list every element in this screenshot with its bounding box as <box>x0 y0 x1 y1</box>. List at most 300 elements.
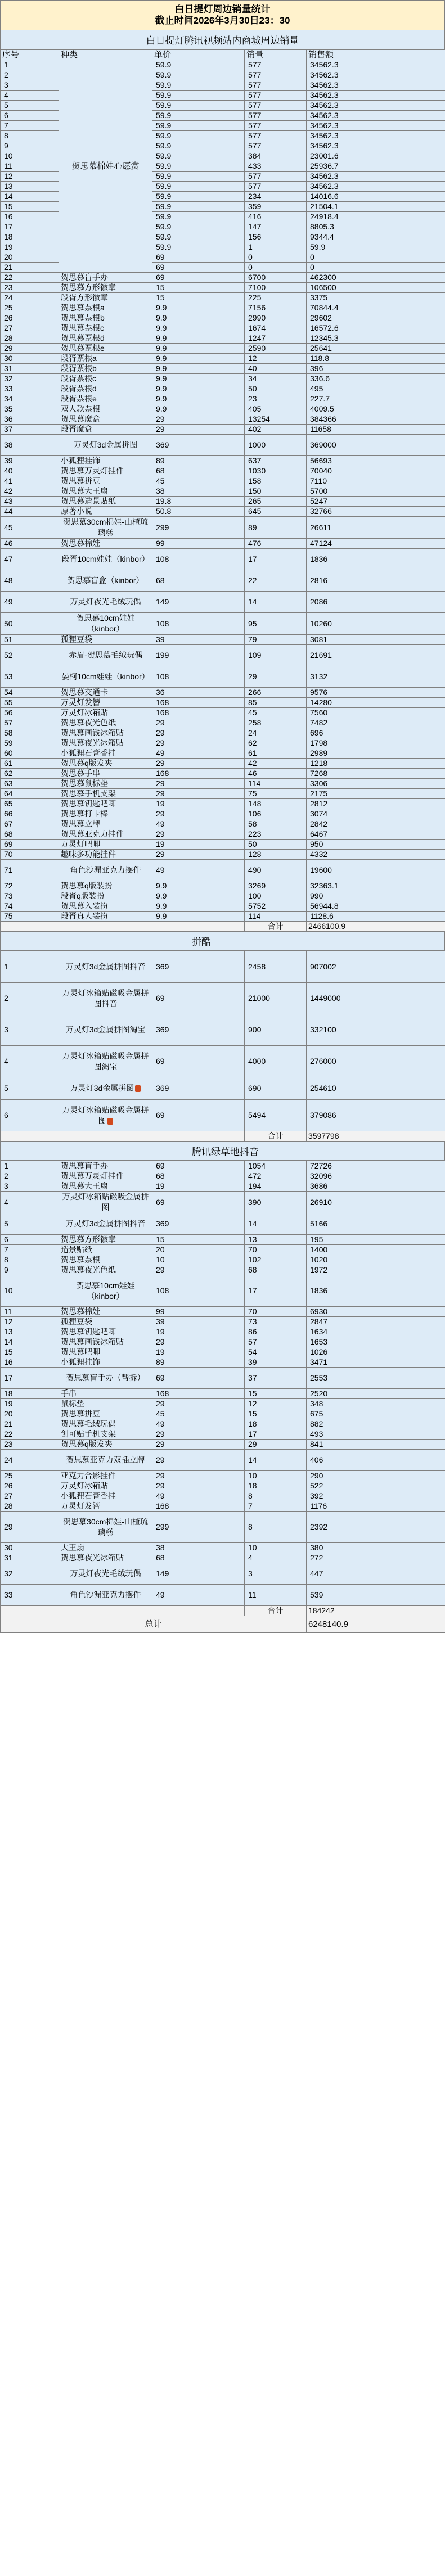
row-amount: 1634 <box>307 1327 445 1337</box>
row-item-name: 万灵灯3d金属拼图 <box>59 435 152 456</box>
row-index: 27 <box>1 1491 59 1501</box>
row-amount: 2392 <box>307 1512 445 1543</box>
row-item-name: 贺思慕钥匙吧唧 <box>59 799 152 809</box>
row-item-name: 狐狸豆袋 <box>59 635 152 645</box>
row-price: 29 <box>152 1265 245 1275</box>
row-amount: 9344.4 <box>307 232 445 242</box>
row-amount: 380 <box>307 1543 445 1553</box>
row-amount: 6930 <box>307 1307 445 1317</box>
grand-total-value: 6248140.9 <box>307 1616 445 1633</box>
row-price: 108 <box>152 549 245 570</box>
row-item-name: 狐狸豆袋 <box>59 1317 152 1327</box>
row-index: 31 <box>1 1553 59 1563</box>
row-index: 35 <box>1 404 59 414</box>
row-sales: 18 <box>245 1481 307 1491</box>
row-index: 3 <box>1 80 59 91</box>
row-price: 9.9 <box>152 404 245 414</box>
row-amount: 3074 <box>307 809 445 819</box>
row-sales: 577 <box>245 60 307 70</box>
row-price: 108 <box>152 613 245 635</box>
row-amount: 7482 <box>307 718 445 728</box>
row-item-name: 原著小说 <box>59 507 152 517</box>
row-item-name: 贺思慕棉娃 <box>59 1307 152 1317</box>
row-item-name: 贺思慕手串 <box>59 769 152 779</box>
row-sales: 50 <box>245 840 307 850</box>
row-item-name: 贺思慕q版装扮 <box>59 881 152 891</box>
row-index: 25 <box>1 303 59 313</box>
row-sales: 114 <box>245 912 307 922</box>
row-amount: 16572.6 <box>307 323 445 333</box>
row-index: 49 <box>1 592 59 613</box>
row-amount: 2816 <box>307 570 445 592</box>
row-item-name: 贺思慕票根e <box>59 344 152 354</box>
row-price: 149 <box>152 1563 245 1585</box>
row-item-name: 贺思慕10cm娃娃（kinbor） <box>59 613 152 635</box>
table-row <box>1 901 445 912</box>
table-row <box>1 384 445 394</box>
row-index: 72 <box>1 881 59 891</box>
table-row <box>1 476 445 486</box>
table-row <box>1 486 445 497</box>
row-index: 53 <box>1 666 59 688</box>
row-price: 39 <box>152 635 245 645</box>
table-row <box>1 1450 445 1471</box>
row-item-name: 贺思慕入装扮 <box>59 901 152 912</box>
section-3-table <box>0 1161 445 1633</box>
row-index: 28 <box>1 1501 59 1512</box>
row-amount: 118.8 <box>307 354 445 364</box>
row-sales: 10 <box>245 1471 307 1481</box>
row-price: 299 <box>152 1512 245 1543</box>
row-index: 6 <box>1 1235 59 1245</box>
table-row <box>1 1265 445 1275</box>
row-item-name: 贺思慕棉娃 <box>59 539 152 549</box>
table-row <box>1 688 445 698</box>
row-price: 369 <box>152 1077 245 1100</box>
row-sales: 73 <box>245 1317 307 1327</box>
row-sales: 5494 <box>245 1100 307 1131</box>
row-amount: 29602 <box>307 313 445 323</box>
row-sales: 577 <box>245 80 307 91</box>
row-amount: 384366 <box>307 414 445 425</box>
row-sales: 690 <box>245 1077 307 1100</box>
row-sales: 402 <box>245 425 307 435</box>
row-index: 3 <box>1 1181 59 1192</box>
row-amount: 34562.3 <box>307 131 445 141</box>
row-amount: 24918.4 <box>307 212 445 222</box>
row-price: 45 <box>152 476 245 486</box>
row-item-name: 小狐狸石膏香挂 <box>59 748 152 759</box>
row-sales: 150 <box>245 486 307 497</box>
table-row <box>1 645 445 666</box>
row-item-name: 贺思慕盲手办 <box>59 1161 152 1171</box>
row-amount: 21504.1 <box>307 202 445 212</box>
row-price: 29 <box>152 789 245 799</box>
row-price: 168 <box>152 769 245 779</box>
row-price: 19 <box>152 840 245 850</box>
row-index: 33 <box>1 384 59 394</box>
row-item-name: 贺思慕亚克力挂件 <box>59 829 152 840</box>
total-label: 合计 <box>245 922 307 932</box>
row-amount: 8805.3 <box>307 222 445 232</box>
row-amount: 6467 <box>307 829 445 840</box>
row-price: 29 <box>152 728 245 738</box>
row-index: 3 <box>1 1014 59 1046</box>
table-row <box>1 1347 445 1357</box>
row-index: 58 <box>1 728 59 738</box>
row-price: 19 <box>152 1181 245 1192</box>
row-item-name: 万灵灯夜光毛绒玩偶 <box>59 592 152 613</box>
row-item-name: 贺思慕夜光冰箱贴 <box>59 1553 152 1563</box>
row-sales: 577 <box>245 172 307 182</box>
section-2-table <box>0 951 445 1142</box>
row-price: 149 <box>152 592 245 613</box>
row-sales: 12 <box>245 1399 307 1409</box>
row-amount: 3306 <box>307 779 445 789</box>
row-price: 69 <box>152 983 245 1014</box>
row-index: 39 <box>1 456 59 466</box>
row-price: 49 <box>152 1419 245 1429</box>
section-1-table <box>0 49 445 932</box>
table-row <box>1 283 445 293</box>
row-price: 9.9 <box>152 364 245 374</box>
row-item-name: 小狐狸石膏香挂 <box>59 1491 152 1501</box>
row-sales: 14 <box>245 1450 307 1471</box>
table-row <box>1 364 445 374</box>
row-item-name: 小狐狸挂饰 <box>59 456 152 466</box>
row-sales: 577 <box>245 141 307 151</box>
row-amount: 34562.3 <box>307 101 445 111</box>
row-amount: 3471 <box>307 1357 445 1368</box>
row-index: 28 <box>1 333 59 344</box>
row-price: 369 <box>152 951 245 983</box>
row-price: 369 <box>152 1014 245 1046</box>
row-amount: 2553 <box>307 1368 445 1389</box>
table-row <box>1 1409 445 1419</box>
table-row <box>1 1327 445 1337</box>
row-index: 71 <box>1 860 59 881</box>
row-index: 19 <box>1 1399 59 1409</box>
row-amount: 34562.3 <box>307 91 445 101</box>
row-price: 199 <box>152 645 245 666</box>
row-index: 75 <box>1 912 59 922</box>
table-row <box>1 779 445 789</box>
row-price: 9.9 <box>152 354 245 364</box>
row-sales: 18 <box>245 1419 307 1429</box>
row-sales: 490 <box>245 860 307 881</box>
row-sales: 24 <box>245 728 307 738</box>
table-row <box>1 1077 445 1100</box>
row-amount: 19600 <box>307 860 445 881</box>
table-row <box>1 425 445 435</box>
row-price: 9.9 <box>152 313 245 323</box>
row-price: 168 <box>152 1389 245 1399</box>
row-item-name: 段胥10cm娃娃（kinbor） <box>59 549 152 570</box>
row-item-name: 贺思慕画钱冰箱贴 <box>59 728 152 738</box>
row-item-name: 万灵灯3d金属拼图抖音 <box>59 951 152 983</box>
row-sales: 4 <box>245 1553 307 1563</box>
row-item-name: 段胥票根b <box>59 364 152 374</box>
row-sales: 17 <box>245 1275 307 1307</box>
row-sales: 577 <box>245 182 307 192</box>
row-index: 27 <box>1 323 59 333</box>
row-sales: 577 <box>245 111 307 121</box>
row-price: 9.9 <box>152 323 245 333</box>
row-price: 29 <box>152 718 245 728</box>
table-row <box>1 829 445 840</box>
row-item-name: 贺思慕夜光冰箱贴 <box>59 738 152 748</box>
row-sales: 1030 <box>245 466 307 476</box>
row-sales: 7100 <box>245 283 307 293</box>
row-sales: 102 <box>245 1255 307 1265</box>
row-price: 69 <box>152 252 245 263</box>
table-row <box>1 698 445 708</box>
row-amount: 34562.3 <box>307 182 445 192</box>
row-price: 299 <box>152 517 245 539</box>
col-header-price: 单价 <box>152 50 245 60</box>
row-index: 44 <box>1 507 59 517</box>
row-price: 49 <box>152 819 245 829</box>
row-index: 19 <box>1 242 59 252</box>
row-price: 10 <box>152 1255 245 1265</box>
row-price: 29 <box>152 425 245 435</box>
row-price: 168 <box>152 698 245 708</box>
total-spacer <box>1 1131 245 1142</box>
row-index: 5 <box>1 1077 59 1100</box>
row-item-name: 贺思慕交通卡 <box>59 688 152 698</box>
row-sales: 2990 <box>245 313 307 323</box>
row-index: 17 <box>1 222 59 232</box>
row-price: 59.9 <box>152 111 245 121</box>
row-sales: 156 <box>245 232 307 242</box>
row-item-name: 造景贴纸 <box>59 1245 152 1255</box>
row-sales: 223 <box>245 829 307 840</box>
row-price: 19.8 <box>152 497 245 507</box>
total-value: 184242 <box>307 1606 445 1616</box>
table-row <box>1 1317 445 1327</box>
row-index: 29 <box>1 344 59 354</box>
row-index: 10 <box>1 151 59 161</box>
row-sales: 577 <box>245 101 307 111</box>
row-amount: 1026 <box>307 1347 445 1357</box>
row-sales: 58 <box>245 819 307 829</box>
row-item-name: 贺思慕盲手办 <box>59 273 152 283</box>
row-amount: 26611 <box>307 517 445 539</box>
row-item-name: 贺思慕手机支架 <box>59 789 152 799</box>
section-title-1: 白日提灯腾讯视频站内商城周边销量 <box>0 30 445 49</box>
table-row <box>1 60 445 70</box>
row-sales: 50 <box>245 384 307 394</box>
row-index: 32 <box>1 374 59 384</box>
row-item-name: 鼠标垫 <box>59 1399 152 1409</box>
row-item-name: 贺思慕打卡棒 <box>59 809 152 819</box>
table-row <box>1 912 445 922</box>
total-label: 合计 <box>245 1131 307 1142</box>
table-row <box>1 414 445 425</box>
table-row <box>1 1192 445 1213</box>
row-item-name: 段胥票根e <box>59 394 152 404</box>
table-row <box>1 1553 445 1563</box>
row-item-name: 段胥真人装扮 <box>59 912 152 922</box>
row-item-name: 段胥票根c <box>59 374 152 384</box>
row-item-name: 贺思慕票根d <box>59 333 152 344</box>
grand-total-label: 总计 <box>1 1616 307 1633</box>
row-price: 68 <box>152 466 245 476</box>
row-sales: 23 <box>245 394 307 404</box>
row-amount: 406 <box>307 1450 445 1471</box>
table-row <box>1 1275 445 1307</box>
row-amount: 2989 <box>307 748 445 759</box>
row-sales: 10 <box>245 1543 307 1553</box>
table-row <box>1 951 445 983</box>
row-amount: 379086 <box>307 1100 445 1131</box>
sheet-header <box>0 0 445 30</box>
row-sales: 405 <box>245 404 307 414</box>
table-row <box>1 1337 445 1347</box>
row-amount: 7560 <box>307 708 445 718</box>
row-item-name: 小狐狸挂饰 <box>59 1357 152 1368</box>
row-amount: 539 <box>307 1585 445 1606</box>
table-row <box>1 1501 445 1512</box>
row-sales: 148 <box>245 799 307 809</box>
row-item-name: 角色沙漏亚克力摆件 <box>59 1585 152 1606</box>
row-amount: 696 <box>307 728 445 738</box>
row-price: 59.9 <box>152 242 245 252</box>
row-index: 14 <box>1 192 59 202</box>
table-row <box>1 1255 445 1265</box>
row-price: 9.9 <box>152 344 245 354</box>
row-amount: 272 <box>307 1553 445 1563</box>
row-amount: 950 <box>307 840 445 850</box>
row-index: 37 <box>1 425 59 435</box>
row-index: 54 <box>1 688 59 698</box>
row-sales: 11 <box>245 1585 307 1606</box>
row-amount: 9576 <box>307 688 445 698</box>
row-price: 49 <box>152 1491 245 1501</box>
row-sales: 577 <box>245 121 307 131</box>
row-sales: 2590 <box>245 344 307 354</box>
total-row <box>1 922 445 932</box>
table-row <box>1 303 445 313</box>
row-amount: 2086 <box>307 592 445 613</box>
table-row <box>1 1014 445 1046</box>
row-price: 38 <box>152 486 245 497</box>
row-item-name: 亚克力合影挂件 <box>59 1471 152 1481</box>
row-sales: 3269 <box>245 881 307 891</box>
row-item-name: 贺思慕30cm棉娃-山楂琉璃糕 <box>59 517 152 539</box>
row-sales: 95 <box>245 613 307 635</box>
row-index: 43 <box>1 497 59 507</box>
row-price: 68 <box>152 570 245 592</box>
table-row <box>1 1161 445 1171</box>
row-amount: 25641 <box>307 344 445 354</box>
row-amount: 1653 <box>307 1337 445 1347</box>
row-price: 69 <box>152 1161 245 1171</box>
row-price: 59.9 <box>152 70 245 80</box>
row-index: 59 <box>1 738 59 748</box>
row-price: 69 <box>152 1046 245 1077</box>
table-row <box>1 517 445 539</box>
col-header-index: 序号 <box>1 50 59 60</box>
row-amount: 2842 <box>307 819 445 829</box>
row-item-name: 贺思慕票根b <box>59 313 152 323</box>
row-index: 18 <box>1 1389 59 1399</box>
row-amount: 34562.3 <box>307 121 445 131</box>
row-price: 9.9 <box>152 891 245 901</box>
row-index: 56 <box>1 708 59 718</box>
row-index: 55 <box>1 698 59 708</box>
row-price: 45 <box>152 1409 245 1419</box>
row-amount: 56944.8 <box>307 901 445 912</box>
section-title-3: 腾讯绿草地抖音 <box>0 1142 445 1161</box>
table-row <box>1 497 445 507</box>
row-sales: 359 <box>245 202 307 212</box>
row-index: 64 <box>1 789 59 799</box>
column-header-row <box>1 50 445 60</box>
table-row <box>1 1171 445 1181</box>
row-amount: 34562.3 <box>307 111 445 121</box>
row-amount: 2847 <box>307 1317 445 1327</box>
row-amount: 369000 <box>307 435 445 456</box>
row-amount: 14280 <box>307 698 445 708</box>
row-amount: 25936.7 <box>307 161 445 172</box>
row-sales: 577 <box>245 70 307 80</box>
table-row <box>1 789 445 799</box>
row-index: 66 <box>1 809 59 819</box>
row-price: 29 <box>152 1471 245 1481</box>
row-sales: 1054 <box>245 1161 307 1171</box>
row-item-name: 万灵灯发簪 <box>59 698 152 708</box>
row-amount: 495 <box>307 384 445 394</box>
row-sales: 15 <box>245 1389 307 1399</box>
row-index: 4 <box>1 91 59 101</box>
row-price: 9.9 <box>152 901 245 912</box>
row-price: 29 <box>152 1337 245 1347</box>
table-row <box>1 1399 445 1409</box>
row-item-name: 万灵灯3d金属拼图淘宝 <box>59 1014 152 1046</box>
row-amount: 47124 <box>307 539 445 549</box>
row-index: 26 <box>1 1481 59 1491</box>
row-sales: 15 <box>245 1409 307 1419</box>
table-row <box>1 1543 445 1553</box>
row-item-name: 万灵灯冰箱贴 <box>59 1481 152 1491</box>
row-item-name: 贺思慕盲手办（帮拆） <box>59 1368 152 1389</box>
row-sales: 17 <box>245 1429 307 1440</box>
row-index: 5 <box>1 101 59 111</box>
row-amount: 276000 <box>307 1046 445 1077</box>
row-sales: 645 <box>245 507 307 517</box>
row-price: 29 <box>152 779 245 789</box>
row-price: 15 <box>152 283 245 293</box>
row-sales: 158 <box>245 476 307 486</box>
row-sales: 61 <box>245 748 307 759</box>
shopping-bag-icon <box>135 1085 141 1092</box>
row-price: 99 <box>152 539 245 549</box>
row-sales: 40 <box>245 364 307 374</box>
row-price: 69 <box>152 1368 245 1389</box>
table-row <box>1 850 445 860</box>
table-row <box>1 809 445 819</box>
table-row <box>1 507 445 517</box>
row-index: 15 <box>1 202 59 212</box>
row-amount: 2520 <box>307 1389 445 1399</box>
table-row <box>1 1419 445 1429</box>
row-sales: 62 <box>245 738 307 748</box>
row-index: 22 <box>1 1429 59 1440</box>
row-index: 23 <box>1 283 59 293</box>
row-sales: 637 <box>245 456 307 466</box>
table-row <box>1 404 445 414</box>
